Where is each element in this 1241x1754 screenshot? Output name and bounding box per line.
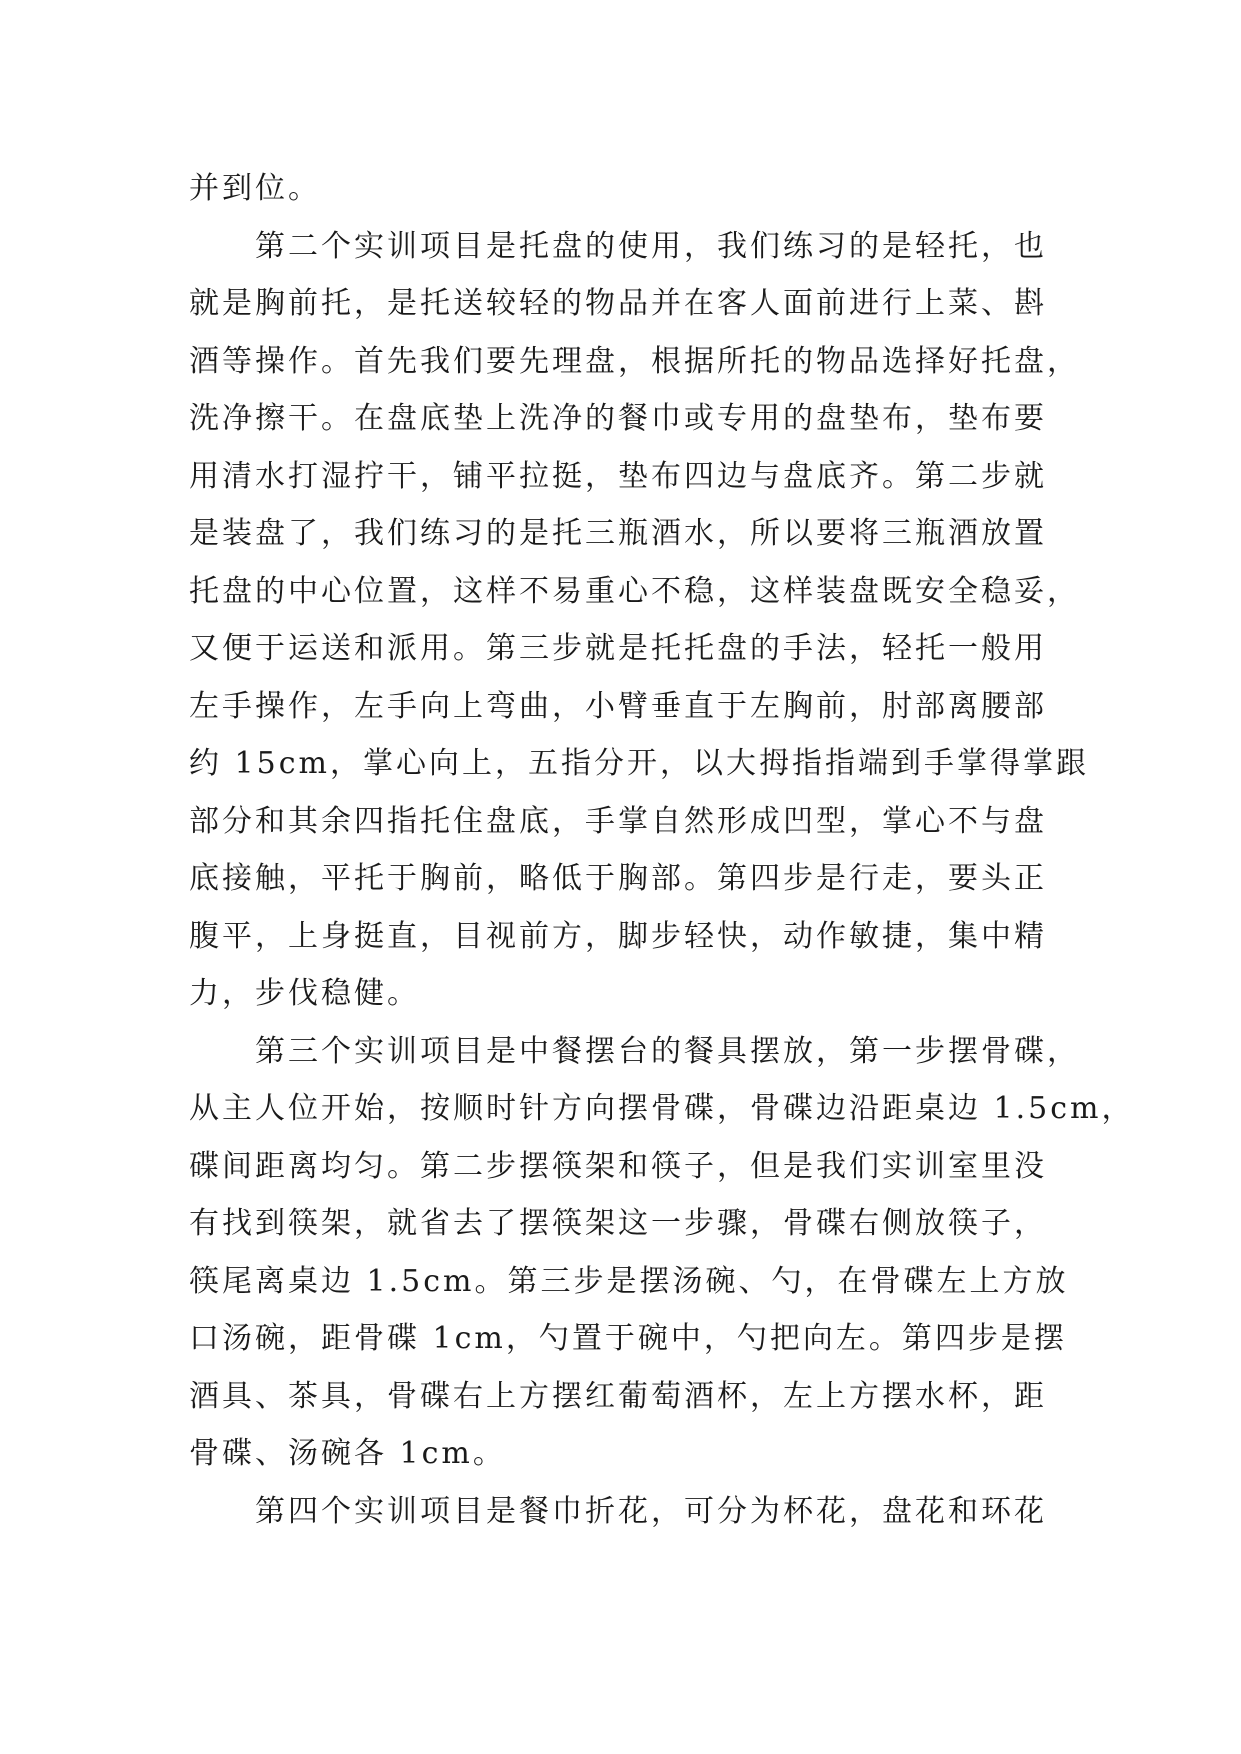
text-line: 左手操作，左手向上弯曲，小臂垂直于左胸前，肘部离腰部 (189, 688, 1047, 724)
text-line: 底接触，平托于胸前，略低于胸部。第四步是行走，要头正 (189, 861, 1047, 896)
text-line: 碟间距离均匀。第二步摆筷架和筷子，但是我们实训室里没 (189, 1148, 1047, 1184)
document-body (189, 160, 1135, 1540)
text-line: 是装盘了，我们练习的是托三瓶酒水，所以要将三瓶酒放置 (189, 516, 1047, 551)
text-line: 部分和其余四指托住盘底，手掌自然形成凹型，掌心不与盘 (189, 803, 1047, 839)
text-line: 口汤碗，距骨碟 1cm，勺置于碗中，勺把向左。第四步是摆 (189, 1321, 1067, 1356)
text-line: 骨碟、汤碗各 1cm。 (189, 1436, 506, 1471)
text-line: 有找到筷架，就省去了摆筷架这一步骤，骨碟右侧放筷子， (189, 1206, 1047, 1241)
text-line: 托盘的中心位置，这样不易重心不稳，这样装盘既安全稳妥， (189, 573, 1080, 609)
text-line: 筷尾离桌边 1.5cm。第三步是摆汤碗、勺，在骨碟左上方放 (189, 1263, 1069, 1299)
text-line: 洗净擦干。在盘底垫上洗净的餐巾或专用的盘垫布，垫布要 (189, 401, 1047, 436)
text-line: 从主人位开始，按顺时针方向摆骨碟，骨碟边沿距桌边 1.5cm， (189, 1091, 1135, 1126)
text-line: 酒具、茶具，骨碟右上方摆红葡萄酒杯，左上方摆水杯，距 (189, 1378, 1047, 1414)
paragraph-first-line: 第二个实训项目是托盘的使用，我们练习的是轻托，也 (255, 228, 1047, 264)
text-line: 腹平，上身挺直，目视前方，脚步轻快，动作敏捷，集中精 (189, 918, 1047, 954)
text-line: 力，步伐稳健。 (189, 976, 420, 1011)
text-line: 就是胸前托，是托送较轻的物品并在客人面前进行上菜、斟 (189, 286, 1047, 321)
text-line: 约 15cm，掌心向上，五指分开，以大拇指指端到手掌得掌跟 (189, 746, 1089, 781)
paragraph-first-line: 第三个实训项目是中餐摆台的餐具摆放，第一步摆骨碟， (255, 1033, 1080, 1069)
text-line: 又便于运送和派用。第三步就是托托盘的手法，轻托一般用 (189, 631, 1047, 666)
text-line: 并到位。 (189, 171, 321, 206)
paragraph-first-line: 第四个实训项目是餐巾折花，可分为杯花，盘花和环花 (255, 1493, 1047, 1529)
text-line: 用清水打湿拧干，铺平拉挺，垫布四边与盘底齐。第二步就 (189, 458, 1047, 494)
text-line: 酒等操作。首先我们要先理盘，根据所托的物品选择好托盘， (189, 343, 1080, 379)
